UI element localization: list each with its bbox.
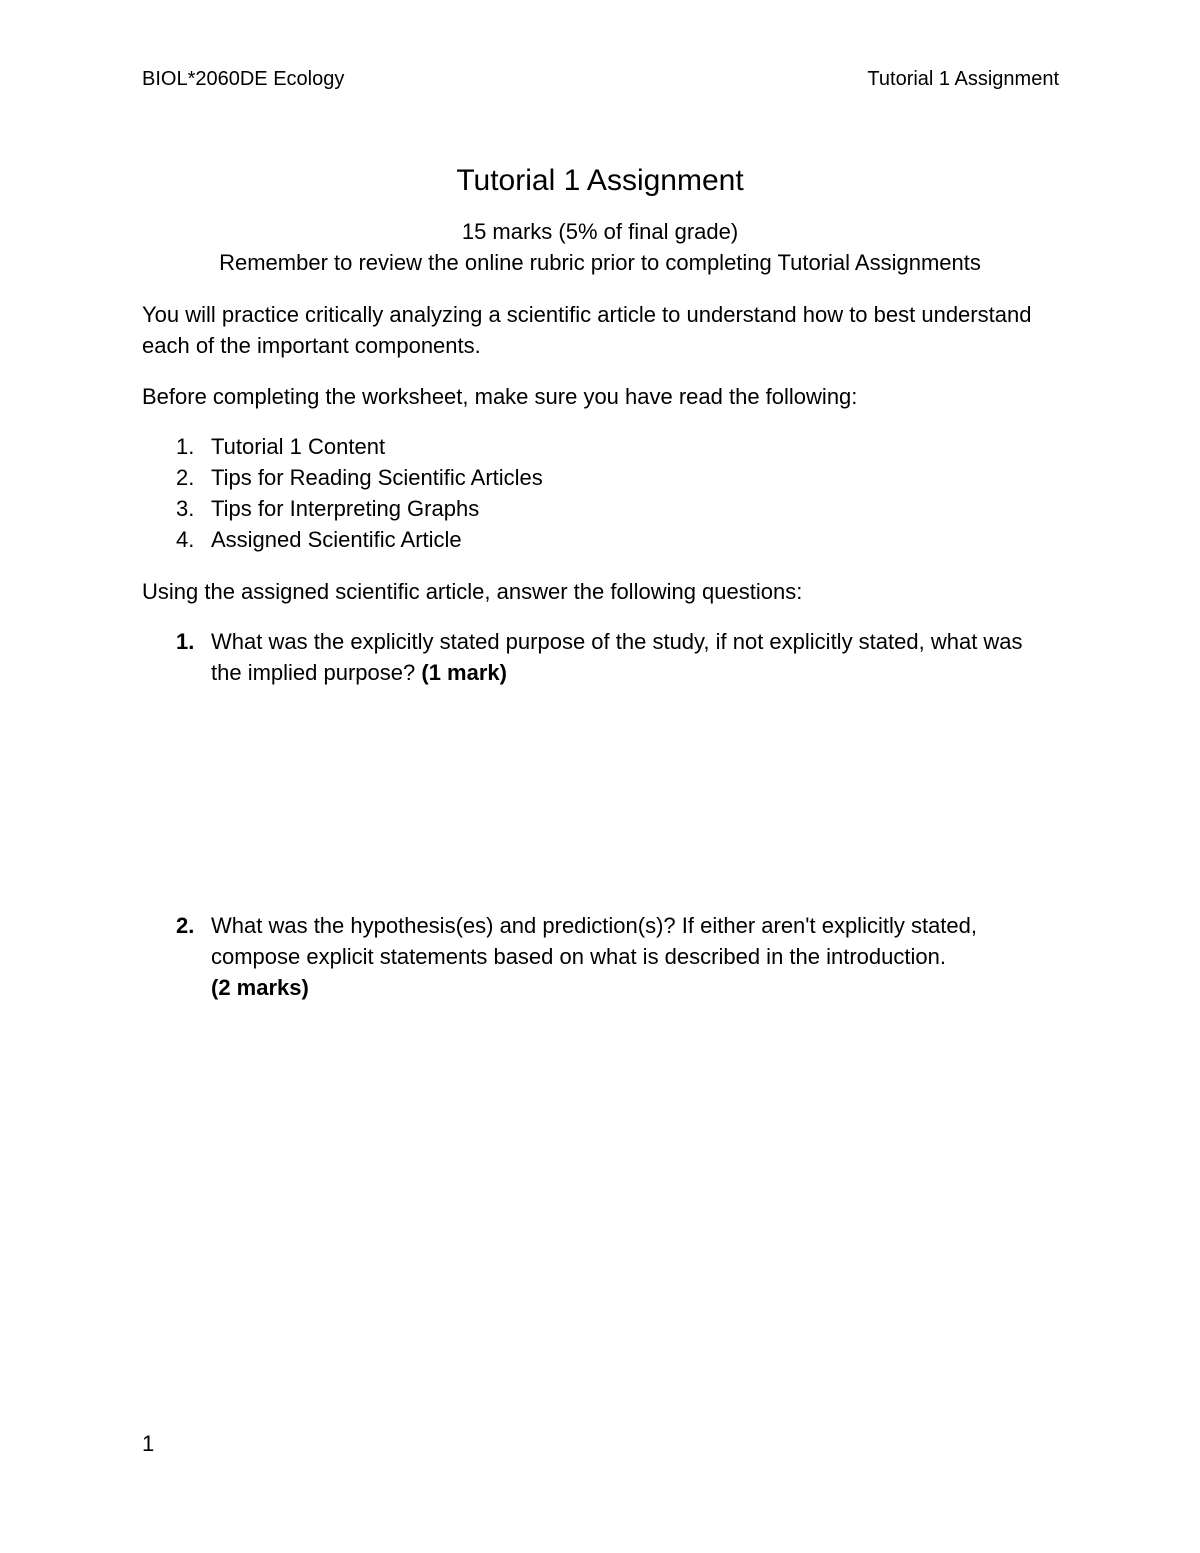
list-item-number: 3. (176, 496, 195, 521)
list-item (142, 524, 543, 555)
page-title: Tutorial 1 Assignment (456, 164, 744, 197)
page-number: 1 (142, 1431, 155, 1456)
question-text-block (211, 626, 1042, 688)
question-number: 2. (176, 913, 195, 938)
list-item-number: 4. (176, 527, 195, 552)
question-2 (142, 910, 1042, 1003)
before-paragraph: Before completing the worksheet, make sure you have read the following: (142, 384, 858, 409)
list-item (142, 493, 543, 524)
marks-subtitle: 15 marks (5% of final grade) (461, 219, 739, 244)
reading-list (142, 431, 543, 555)
list-item-text: Tips for Interpreting Graphs (211, 496, 480, 521)
intro-paragraph: You will practice critically analyzing a scientific article to understand how to best understand each of the important components. (142, 302, 1032, 358)
list-item (142, 431, 543, 462)
list-item (142, 462, 543, 493)
header-doc-label: Tutorial 1 Assignment (867, 68, 1059, 90)
question-marks: (2 marks) (211, 975, 309, 1000)
question-text: What was the hypothesis(es) and prediction(s)? If either aren't explicitly stated, compose explicit statements based on what is described in the introduction. (211, 913, 978, 969)
using-paragraph: Using the assigned scientific article, answer the following questions: (142, 579, 803, 604)
list-item-text: Tutorial 1 Content (211, 434, 386, 459)
question-number: 1. (176, 629, 195, 654)
list-item-text: Tips for Reading Scientific Articles (211, 465, 543, 490)
question-text: What was the explicitly stated purpose of the study, if not explicitly stated, what was the implied purpose? (211, 629, 1023, 685)
list-item-number: 1. (176, 434, 195, 459)
list-item-number: 2. (176, 465, 195, 490)
question-1 (142, 626, 1042, 688)
list-item-text: Assigned Scientific Article (211, 527, 462, 552)
question-text-block (211, 910, 1042, 1003)
rubric-reminder: Remember to review the online rubric prior to completing Tutorial Assignments (219, 250, 981, 275)
header-course: BIOL*2060DE Ecology (142, 68, 345, 90)
question-marks: (1 mark) (421, 660, 507, 685)
